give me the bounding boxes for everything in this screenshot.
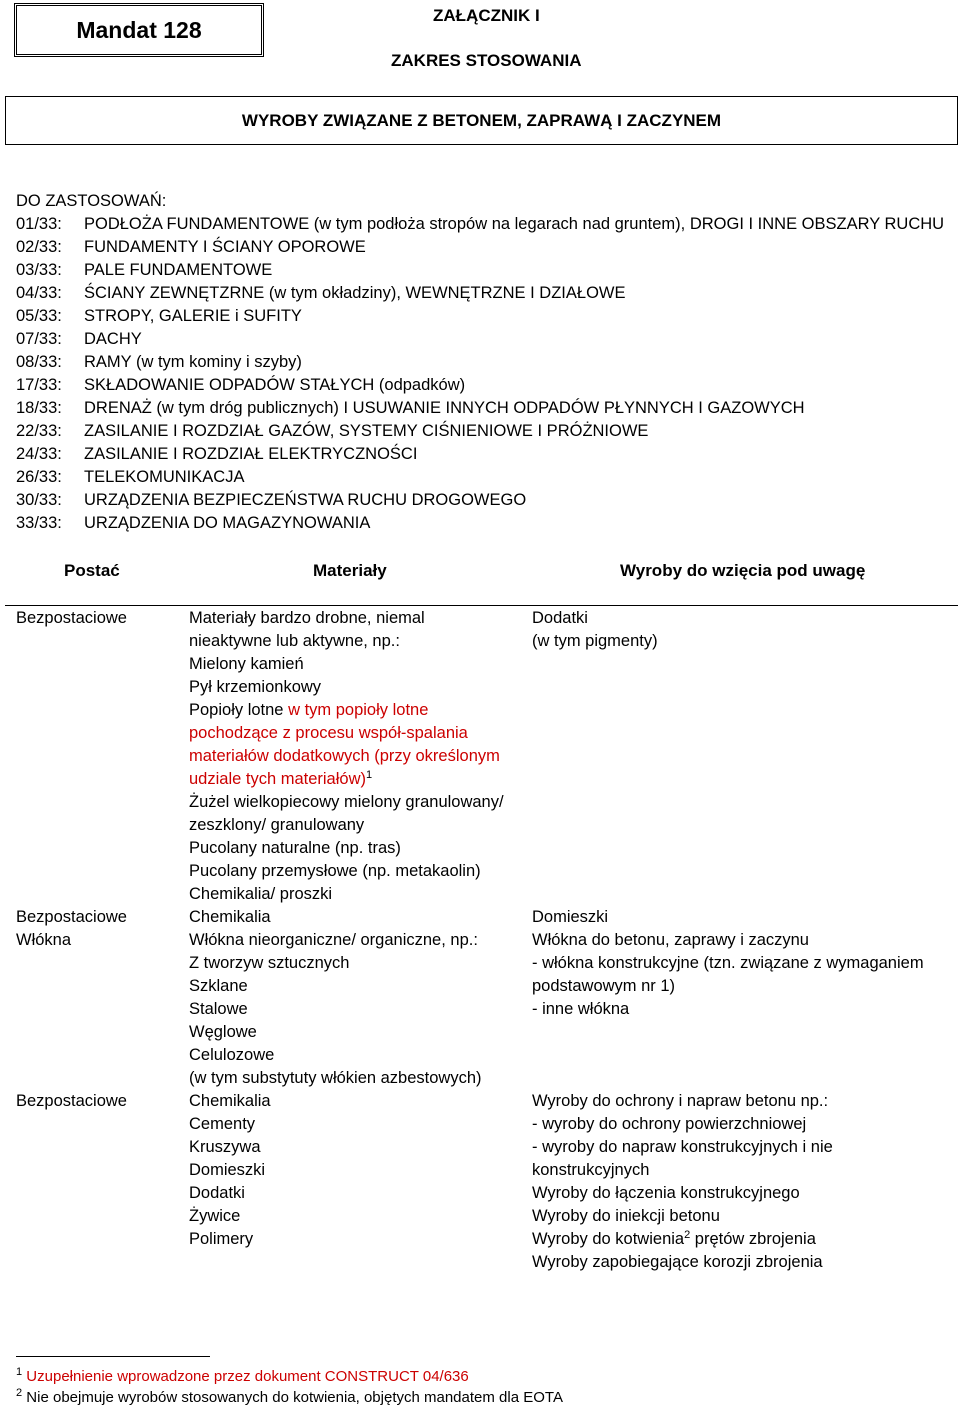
use-label: ZASILANIE I ROZDZIAŁ GAZÓW, SYSTEMY CIŚNIENIOWE I PRÓŻNIOWE bbox=[84, 422, 649, 440]
material-line: Stalowe bbox=[189, 1000, 248, 1018]
material-line: Szklane bbox=[189, 977, 248, 995]
footnote-ref: 2 bbox=[684, 1229, 691, 1241]
form-cell: Bezpostaciowe bbox=[16, 609, 127, 627]
column-header-products: Wyroby do wzięcia pod uwagę bbox=[620, 561, 866, 580]
footnote-number: 1 bbox=[16, 1366, 23, 1378]
mandate-number: Mandat 128 bbox=[76, 16, 202, 43]
use-label: DRENAŻ (w tym dróg publicznych) I USUWANIE INNYCH ODPADÓW PŁYNNYCH I GAZOWYCH bbox=[84, 399, 805, 417]
material-line: nieaktywne lub aktywne, np.: bbox=[189, 632, 400, 650]
material-line: Polimery bbox=[189, 1230, 254, 1248]
material-line: (w tym substytuty włókien azbestowych) bbox=[189, 1069, 482, 1087]
product-line: podstawowym nr 1) bbox=[532, 977, 676, 995]
product-line: Wyroby do iniekcji betonu bbox=[532, 1207, 720, 1225]
material-line: zeszklony/ granulowany bbox=[189, 816, 365, 834]
use-label: ZASILANIE I ROZDZIAŁ ELEKTRYCZNOŚCI bbox=[84, 445, 418, 463]
material-line: Cementy bbox=[189, 1115, 256, 1133]
use-label: URZĄDZENIA BEZPIECZEŃSTWA RUCHU DROGOWEGO bbox=[84, 491, 527, 509]
product-line: - włókna konstrukcyjne (tzn. związane z wymaganiem bbox=[532, 954, 924, 972]
footnote-text: Nie obejmuje wyrobów stosowanych do kotwienia, objętych mandatem dla EOTA bbox=[26, 1389, 563, 1406]
material-line: Pucolany naturalne (np. tras) bbox=[189, 839, 401, 857]
amendment-line: materiałów dodatkowych (przy określonym bbox=[189, 747, 500, 765]
use-code: 08/33: bbox=[16, 353, 62, 371]
material-line: Żywice bbox=[189, 1207, 241, 1225]
amendment-line bbox=[189, 768, 372, 791]
product-line: Wyroby do ochrony i napraw betonu np.: bbox=[532, 1092, 829, 1110]
material-line: Węglowe bbox=[189, 1023, 257, 1041]
uses-heading: DO ZASTOSOWAŃ: bbox=[16, 192, 167, 210]
product-group-box bbox=[5, 96, 958, 145]
amendment-text: udziale tych materiałów) bbox=[189, 770, 366, 788]
form-cell: Bezpostaciowe bbox=[16, 1092, 127, 1110]
product-line: - wyroby do ochrony powierzchniowej bbox=[532, 1115, 807, 1133]
use-label: PALE FUNDAMENTOWE bbox=[84, 261, 273, 279]
material-line: Celulozowe bbox=[189, 1046, 275, 1064]
product-line: Wyroby zapobiegające korozji zbrojenia bbox=[532, 1253, 823, 1271]
use-code: 01/33: bbox=[16, 215, 62, 233]
material-line: Włókna nieorganiczne/ organiczne, np.: bbox=[189, 931, 478, 949]
use-code: 26/33: bbox=[16, 468, 62, 486]
product-line: - inne włókna bbox=[532, 1000, 630, 1018]
footnote-2 bbox=[16, 1389, 563, 1406]
use-code: 05/33: bbox=[16, 307, 62, 325]
material-line: Pył krzemionkowy bbox=[189, 678, 322, 696]
use-code: 04/33: bbox=[16, 284, 62, 302]
material-line: Kruszywa bbox=[189, 1138, 261, 1156]
use-label: URZĄDZENIA DO MAGAZYNOWANIA bbox=[84, 514, 371, 532]
use-code: 17/33: bbox=[16, 376, 62, 394]
scope-title: ZAKRES STOSOWANIA bbox=[391, 51, 582, 70]
use-label: FUNDAMENTY I ŚCIANY OPOROWE bbox=[84, 238, 366, 256]
product-line: - wyroby do napraw konstrukcyjnych i nie bbox=[532, 1138, 833, 1156]
product-line: Dodatki bbox=[532, 609, 588, 627]
amendment-text: w tym popioły lotne bbox=[288, 701, 429, 719]
material-line: Chemikalia bbox=[189, 1092, 271, 1110]
use-code: 07/33: bbox=[16, 330, 62, 348]
product-line: (w tym pigmenty) bbox=[532, 632, 658, 650]
product-line: Wyroby do łączenia konstrukcyjnego bbox=[532, 1184, 800, 1202]
material-line: Dodatki bbox=[189, 1184, 245, 1202]
material-line: Z tworzyw sztucznych bbox=[189, 954, 350, 972]
use-code: 22/33: bbox=[16, 422, 62, 440]
material-line: Chemikalia bbox=[189, 908, 271, 926]
column-header-materials: Materiały bbox=[313, 561, 387, 580]
use-code: 18/33: bbox=[16, 399, 62, 417]
footnote-separator bbox=[16, 1356, 210, 1357]
footnote-number: 2 bbox=[16, 1387, 23, 1399]
footnote-1 bbox=[16, 1368, 469, 1385]
material-line: Chemikalia/ proszki bbox=[189, 885, 333, 903]
use-code: 02/33: bbox=[16, 238, 62, 256]
annex-title: ZAŁĄCZNIK I bbox=[433, 6, 540, 25]
mandate-number-box bbox=[14, 3, 264, 57]
use-label: RAMY (w tym kominy i szyby) bbox=[84, 353, 302, 371]
material-line: Materiały bardzo drobne, niemal bbox=[189, 609, 425, 627]
material-line: Domieszki bbox=[189, 1161, 266, 1179]
amendment-line: pochodzące z procesu współ-spalania bbox=[189, 724, 468, 742]
material-line: Pucolany przemysłowe (np. metakaolin) bbox=[189, 862, 481, 880]
product-group-title: WYROBY ZWIĄZANE Z BETONEM, ZAPRAWĄ I ZACZYNEM bbox=[241, 110, 722, 130]
use-label: ŚCIANY ZEWNĘTZRNE (w tym okładziny), WEWNĘTRZNE I DZIAŁOWE bbox=[84, 284, 626, 302]
use-code: 24/33: bbox=[16, 445, 62, 463]
material-line: Żużel wielkopiecowy mielony granulowany/ bbox=[189, 793, 504, 811]
table-header-rule bbox=[5, 605, 958, 606]
form-cell: Bezpostaciowe bbox=[16, 908, 127, 926]
footnote-text: Uzupełnienie wprowadzone przez dokument CONSTRUCT 04/636 bbox=[26, 1368, 469, 1385]
material-line bbox=[189, 699, 428, 722]
product-line: Włókna do betonu, zaprawy i zaczynu bbox=[532, 931, 809, 949]
use-label: SKŁADOWANIE ODPADÓW STAŁYCH (odpadków) bbox=[84, 376, 466, 394]
use-code: 30/33: bbox=[16, 491, 62, 509]
use-label: STROPY, GALERIE i SUFITY bbox=[84, 307, 302, 325]
product-text: prętów zbrojenia bbox=[690, 1230, 816, 1248]
use-code: 33/33: bbox=[16, 514, 62, 532]
form-cell: Włókna bbox=[16, 931, 72, 949]
product-line: Domieszki bbox=[532, 908, 609, 926]
use-label: PODŁOŻA FUNDAMENTOWE (w tym podłoża stropów na legarach nad gruntem), DROGI I INNE OBSZARY RUCHU bbox=[84, 215, 945, 233]
use-code: 03/33: bbox=[16, 261, 62, 279]
product-line bbox=[532, 1228, 816, 1251]
column-header-form: Postać bbox=[64, 561, 120, 580]
product-line: konstrukcyjnych bbox=[532, 1161, 650, 1179]
product-text: Wyroby do kotwienia bbox=[532, 1230, 685, 1248]
use-label: TELEKOMUNIKACJA bbox=[84, 468, 245, 486]
footnote-ref: 1 bbox=[366, 769, 373, 781]
material-text: Popioły lotne bbox=[189, 701, 289, 719]
use-label: DACHY bbox=[84, 330, 142, 348]
material-line: Mielony kamień bbox=[189, 655, 304, 673]
